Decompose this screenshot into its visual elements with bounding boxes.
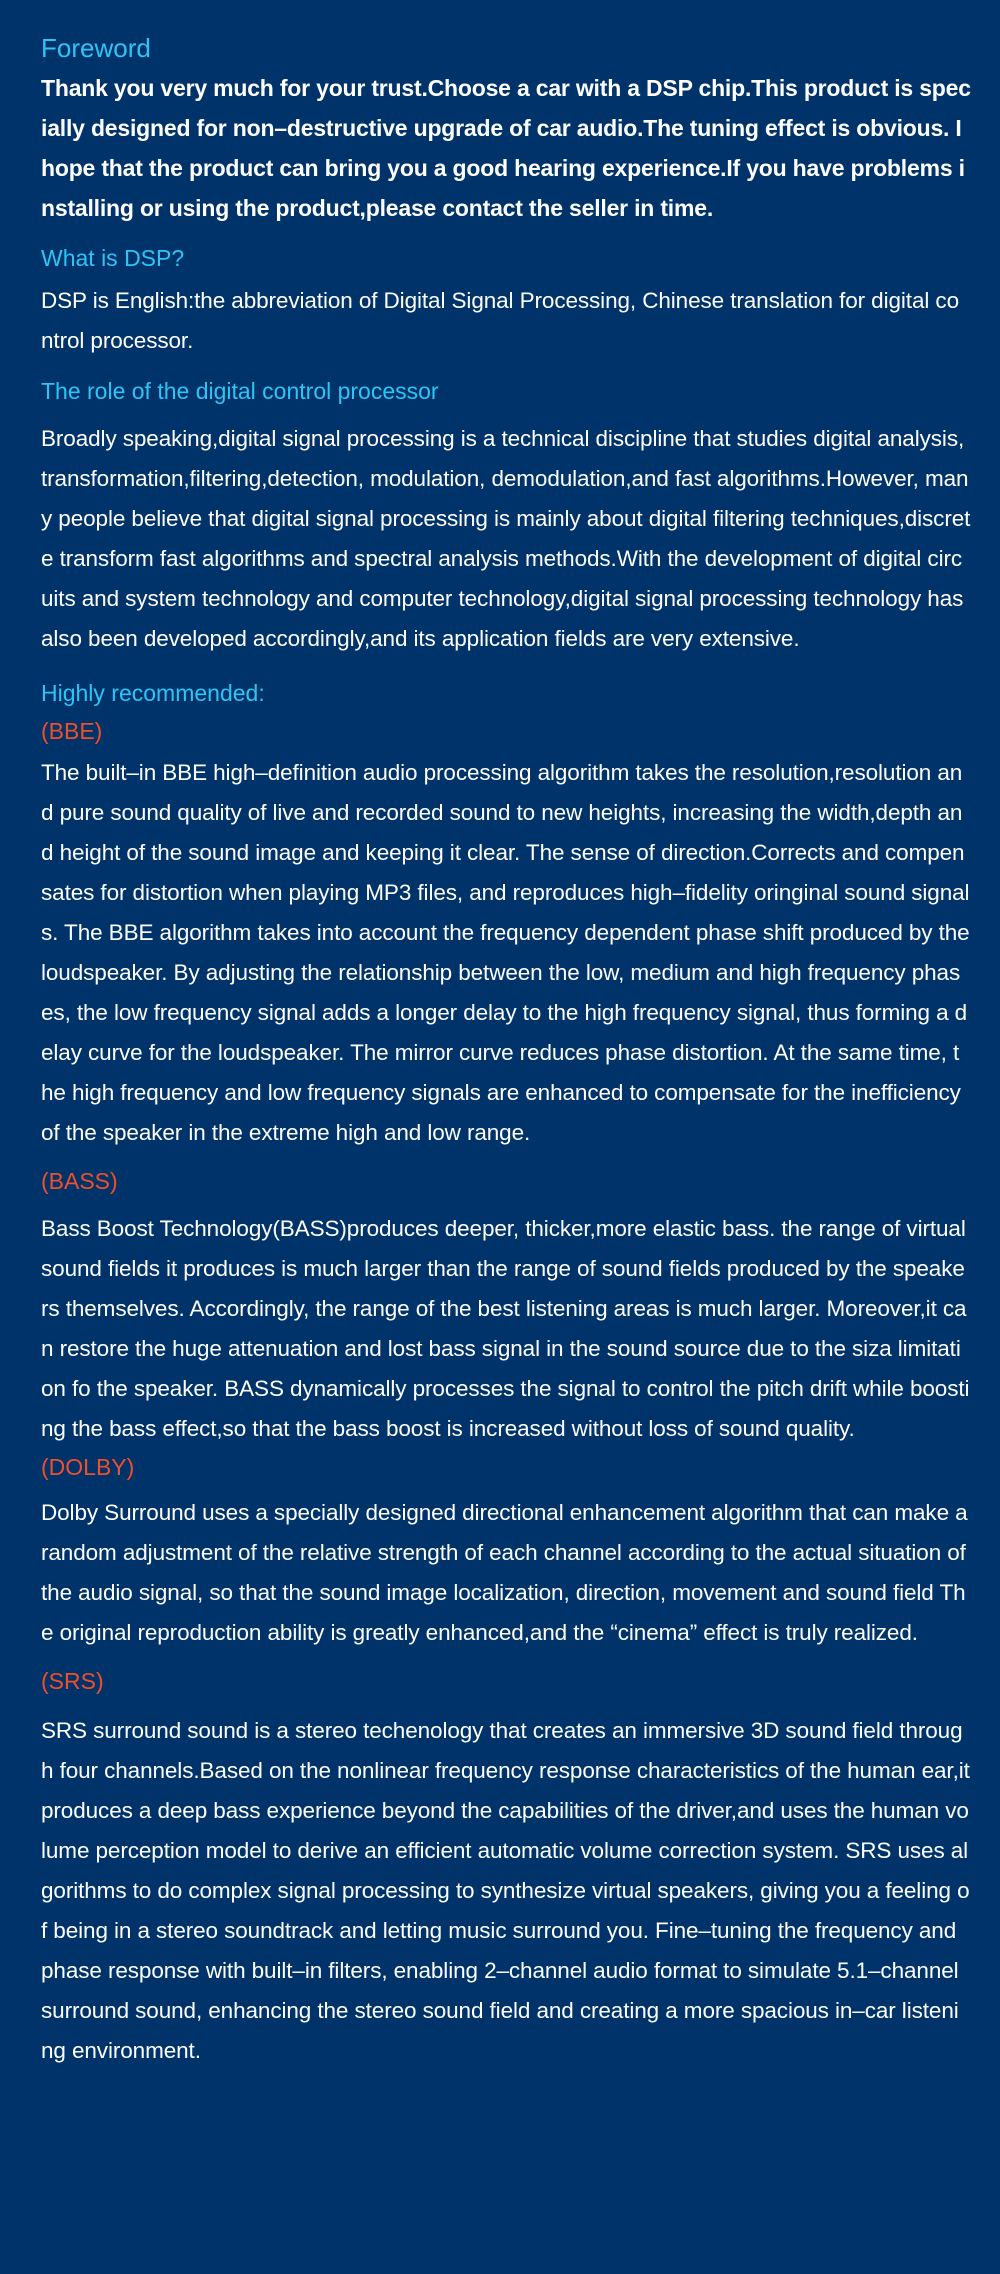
bbe-paragraph: The built–in BBE high–definition audio processing algorithm takes the resolution,resolution and pure sound quality of live and recorded sound to new heights, increasing the width,depth and height of the sound image and keeping it clear. The sense of direction.Corrects and compensates for distortion when playing MP3 files, and reproduces high–fidelity oringinal sound signals. The BBE algorithm takes into account the frequency dependent phase shift produced by the loudspeaker. By adjusting the relationship between the low, medium and high frequency phases, the low frequency signal adds a longer delay to the high frequency signal, thus forming a delay curve for the loudspeaker. The mirror curve reduces phase distortion. At the same time, the high frequency and low frequency signals are enhanced to compensate for the inefficiency of the speaker in the extreme high and low range. [41,760,970,1145]
bass-heading: (BASS) [41,1168,118,1194]
dolby-heading: (DOLBY) [41,1454,135,1480]
srs-heading: (SRS) [41,1668,104,1694]
srs-paragraph: SRS surround sound is a stereo techenology that creates an immersive 3D sound field through four channels.Based on the nonlinear frequency response characteristics of the human ear,it produces a deep bass experience beyond the capabilities of the driver,and uses the human volume perception model to derive an efficient automatic volume correction system. SRS uses algorithms to do complex signal processing to synthesize virtual speakers, giving you a feeling of being in a stereo soundtrack and letting music surround you. Fine–tuning the frequency and phase response with built–in filters, enabling 2–channel audio format to simulate 5.1–channel surround sound, enhancing the stereo sound field and creating a more spacious in–car listening environment. [41,1718,970,2063]
role-paragraph: Broadly speaking,digital signal processing is a technical discipline that studies digital analysis, transformation,filtering,detection, modulation, demodulation,and fast algorithms.However, many people believe that digital signal processing is mainly about digital filtering techniques,discrete transform fast algorithms and spectral analysis methods.With the development of digital circuits and system technology and computer technology,digital signal processing technology has also been developed accordingly,and its application fields are very extensive. [41,426,971,651]
bbe-heading: (BBE) [41,718,103,744]
foreword-paragraph: Thank you very much for your trust.Choose a car with a DSP chip.This product is specially designed for non–destructive upgrade of car audio.The tuning effect is obvious. I hope that the product can bring you a good hearing experience.If you have problems installing or using the product,please contact the seller in time. [41,75,971,221]
bass-paragraph: Bass Boost Technology(BASS)produces deeper, thicker,more elastic bass. the range of virtual sound fields it produces is much larger than the range of sound fields produced by the speakers themselves. Accordingly, the range of the best listening areas is much larger. Moreover,it can restore the huge attenuation and lost bass signal in the sound source due to the siza limitation fo the speaker. BASS dynamically processes the signal to control the pitch drift while boosting the bass effect,so that the bass boost is increased without loss of sound quality. [41,1216,970,1441]
recommended-heading: Highly recommended: [41,680,265,706]
what-is-dsp-heading: What is DSP? [41,245,185,271]
foreword-heading: Foreword [41,33,151,63]
what-is-dsp-paragraph: DSP is English:the abbreviation of Digital Signal Processing, Chinese translation for digital control processor. [41,288,959,353]
role-heading: The role of the digital control processor [41,378,439,404]
dolby-paragraph: Dolby Surround uses a specially designed directional enhancement algorithm that can make a random adjustment of the relative strength of each channel according to the actual situation of the audio signal, so that the sound image localization, direction, movement and sound field The original reproduction ability is greatly enhanced,and the “cinema” effect is truly realized. [41,1500,968,1645]
